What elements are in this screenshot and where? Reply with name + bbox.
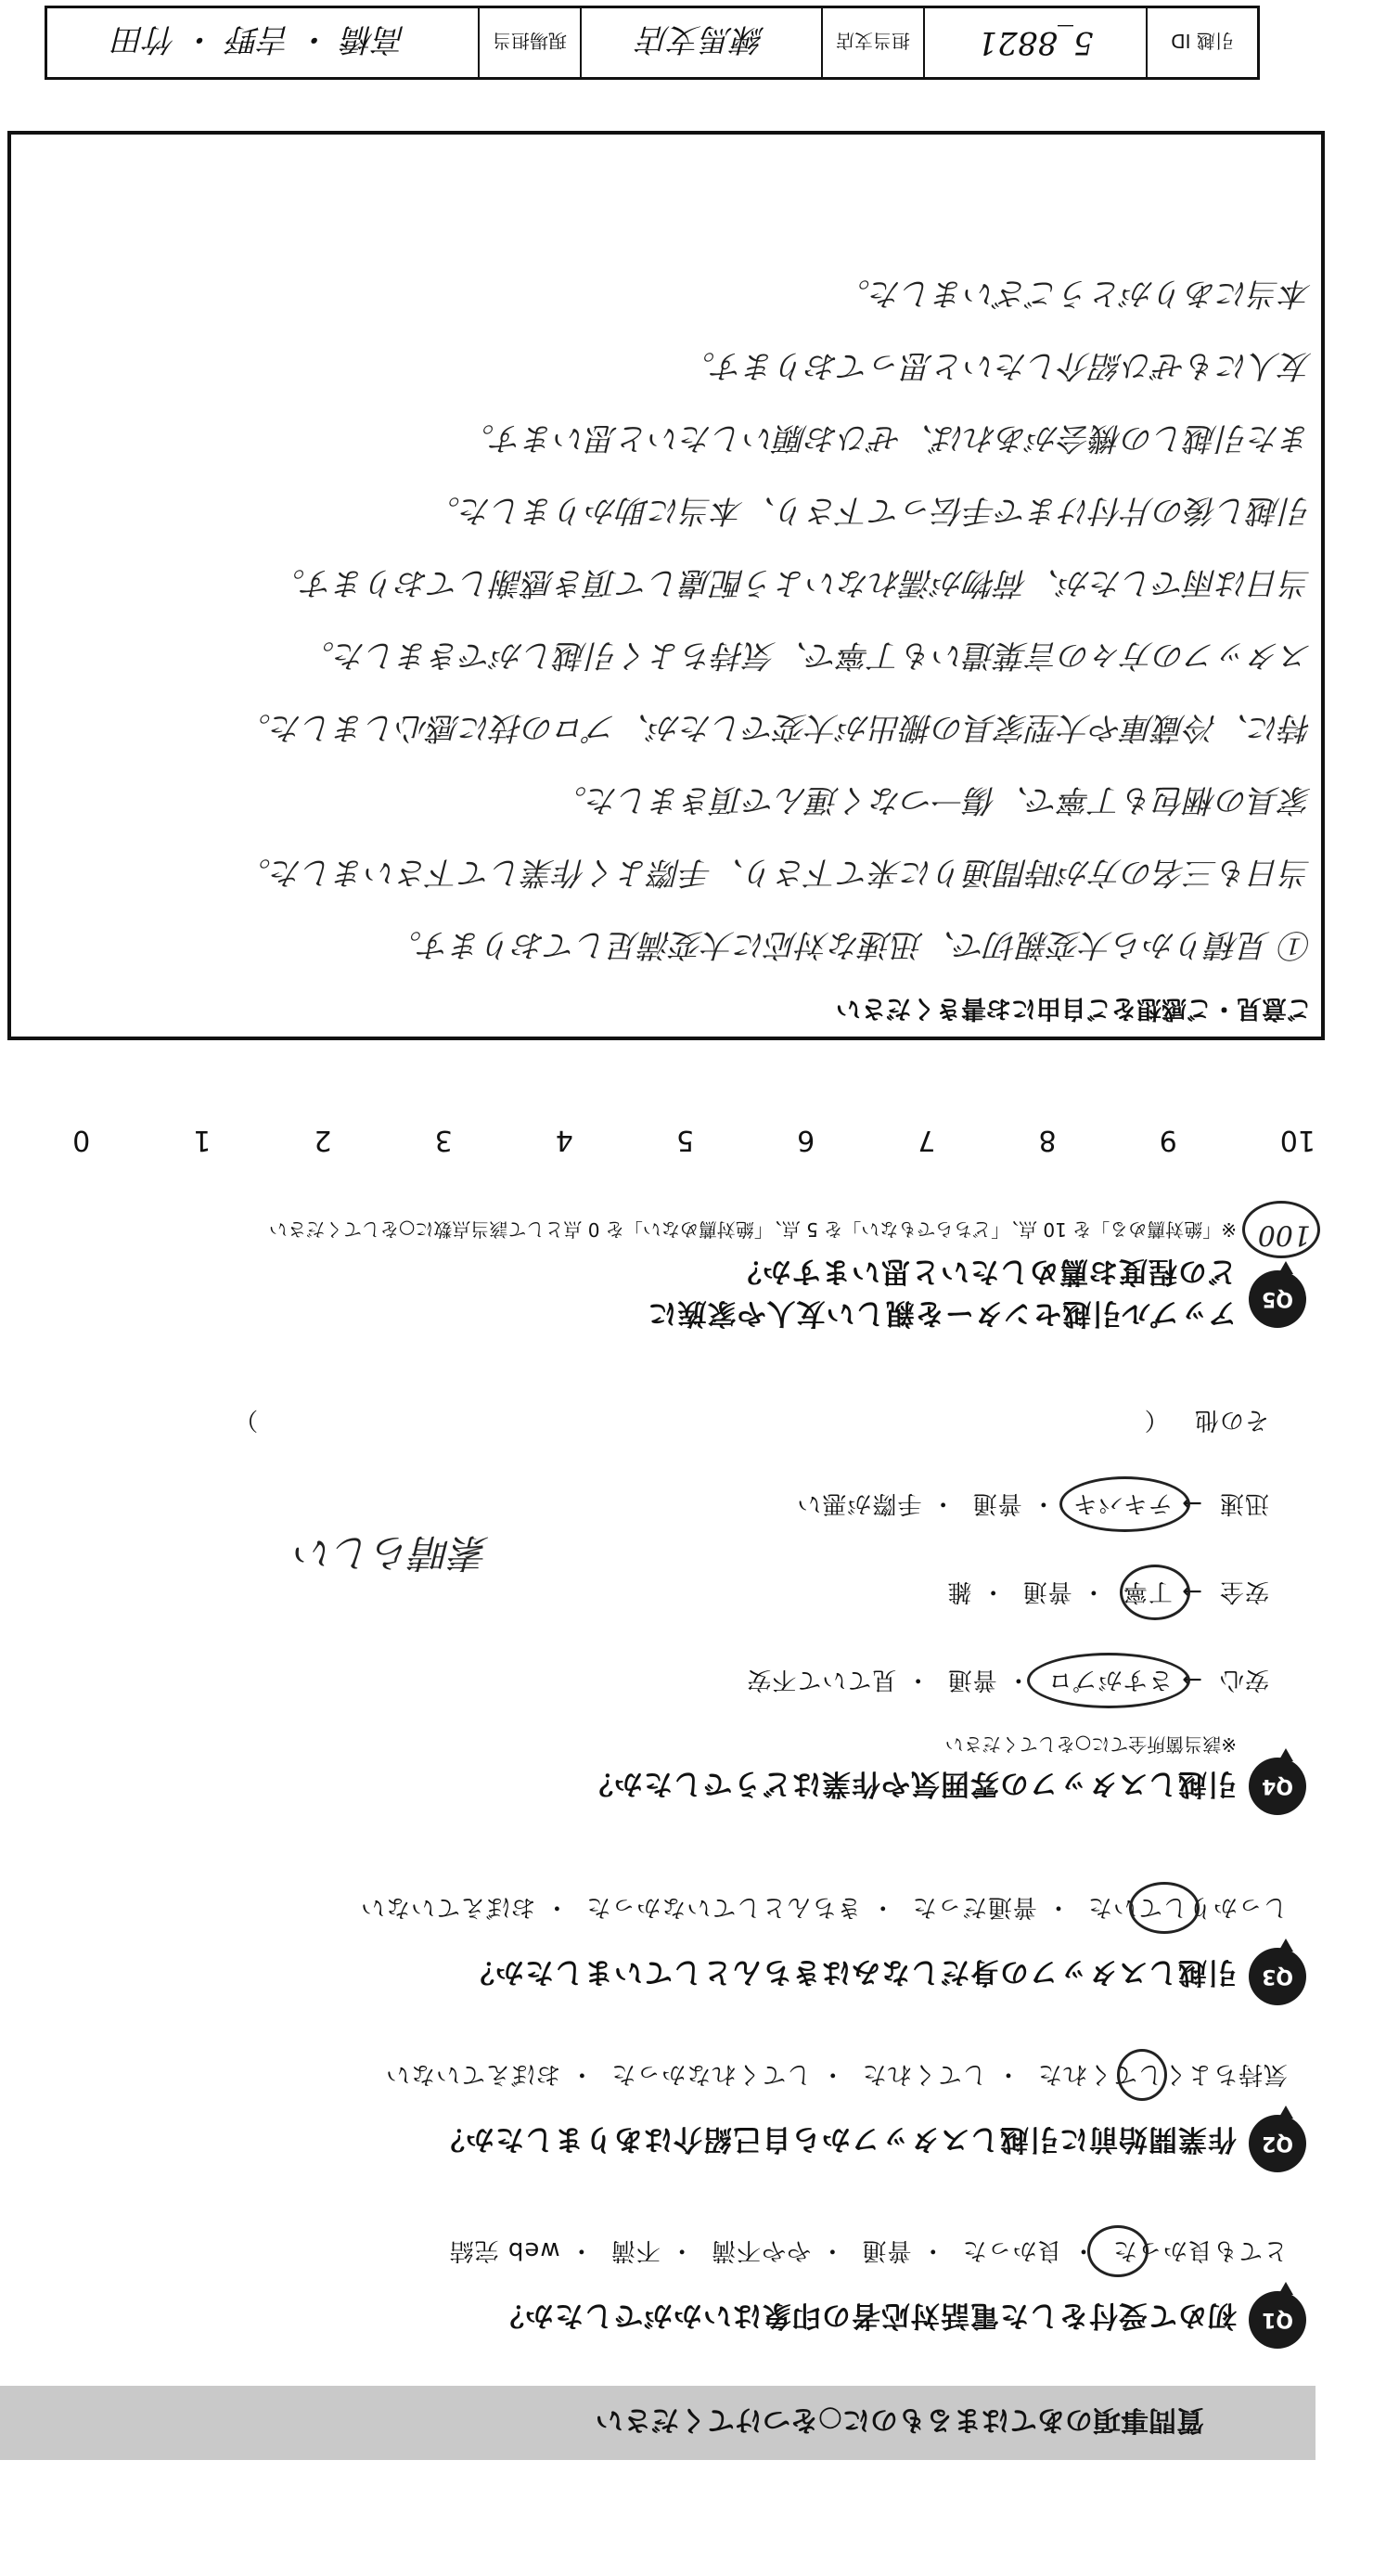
score-scale (72, 1124, 1316, 1156)
q4-note: ※該当箇所全てに○をしてください (944, 1733, 1237, 1756)
q2-number: Q2 (1262, 2132, 1294, 2156)
score-option[interactable]: 2 (314, 1124, 332, 1156)
q3-options: しっかりしていた・ 普通だった・ きちんとしていなかった・ おぼえていない (360, 1893, 1288, 1921)
q4-row-label: 安全 (1218, 1578, 1269, 1605)
staff-value[interactable]: 高橋 ・ 吉野 ・ 竹田 (113, 20, 406, 58)
q2-option[interactable]: おぼえていない (385, 2060, 561, 2088)
branch-label: 担当支店 (821, 8, 923, 77)
comment-handwriting (22, 257, 1312, 981)
score-option[interactable]: 1 (193, 1124, 212, 1156)
id-label: 引越 ID (1146, 8, 1257, 77)
comment-line: 引越し後の片付けまで手伝って下さり、本当に助かりました。 (429, 492, 1312, 529)
q1-options: とても良かった・ 良かった・ 普通・ やや不満・ 不満・ web 完結 (448, 2236, 1288, 2264)
q4-option[interactable]: テキパキ (1072, 1489, 1173, 1517)
q4-row-jinsoku: 迅速→ テキパキ・ 普通・ 手際が悪い (796, 1489, 1269, 1517)
q5-question-line2: どの程度お薦めしたいと思いますか？ (732, 1255, 1237, 1288)
score-option[interactable]: 6 (797, 1124, 815, 1156)
q4-other-paren-close: ） (233, 1406, 259, 1434)
q2-option[interactable]: してくれなかった (610, 2060, 812, 2088)
q1-badge-icon (1249, 2291, 1306, 2349)
comment-line: 特に、冷蔵庫や大型家具の搬出が大変でしたが、プロの技に感心しました。 (239, 709, 1312, 746)
comment-line: 当日は雨でしたが、荷物が濡れないよう配慮して頂き感謝しております。 (273, 564, 1312, 601)
q1-option[interactable]: やや不満 (711, 2236, 812, 2264)
q2-options: 気持ちよくしてくれた・ してくれた・ してくれなかった・ おぼえていない (385, 2060, 1288, 2088)
id-value[interactable]: 5_8821 (923, 8, 1146, 77)
q4-other-row (174, 1405, 1269, 1439)
q3-option[interactable]: 普通だった (911, 1893, 1037, 1921)
q4-option[interactable]: さすがプロ (1046, 1666, 1173, 1694)
q5-handwritten-answer: 100 (1257, 1218, 1311, 1251)
q3-answer-circle (1129, 1882, 1200, 1934)
q5-question-line1: アップル引越センターを親しい友人や家族に (647, 1296, 1237, 1330)
score-option[interactable]: 10 (1279, 1124, 1316, 1156)
q1-option[interactable]: 不満 (610, 2236, 661, 2264)
comment-line: ① 見積りから大変親切で、迅速な対応に大変満足しております。 (390, 926, 1312, 963)
section-banner (0, 2386, 1316, 2460)
q3-option[interactable]: おぼえていない (360, 1893, 536, 1921)
q5-badge-icon (1249, 1270, 1306, 1328)
q2-option[interactable]: してくれた (861, 2060, 987, 2088)
q4-row-label: 迅速 (1218, 1489, 1269, 1517)
q2-answer-circle (1117, 2049, 1167, 2101)
comment-line: また引越しの機会があれば、ぜひお願いしたいと思います。 (462, 419, 1312, 457)
q2-option[interactable]: 気持ちよくしてくれた (1036, 2060, 1288, 2088)
q4-jinsoku-circle (1059, 1476, 1190, 1532)
q3-option[interactable]: きちんとしていなかった (585, 1893, 862, 1921)
q4-number: Q4 (1262, 1774, 1294, 1798)
q4-option[interactable]: 雑 (946, 1578, 972, 1605)
staff-label: 現場担当 (478, 8, 580, 77)
comment-line: 友人にもぜひ紹介したいと思っております。 (683, 347, 1312, 384)
comment-line: スタッフの方々の言葉遣いも丁寧で、気持ちよく引越しができました。 (302, 637, 1312, 674)
q1-option[interactable]: 普通 (861, 2236, 912, 2264)
comment-box[interactable] (7, 131, 1325, 1040)
q4-row-anzen: 安全→ 丁寧・ 普通・ 雑 (946, 1578, 1269, 1605)
q4-anshin-circle (1027, 1653, 1190, 1708)
q4-option[interactable]: 普通 (1021, 1578, 1072, 1605)
q1-number: Q1 (1262, 2308, 1294, 2332)
q4-handwritten-note: 素晴らしい (294, 1530, 490, 1576)
q4-option[interactable]: 普通 (946, 1666, 997, 1694)
q4-option[interactable]: 普通 (971, 1489, 1022, 1517)
q1-option[interactable]: 良かった (961, 2236, 1062, 2264)
score-option[interactable]: 4 (555, 1124, 573, 1156)
q3-option[interactable]: しっかりしていた (1086, 1893, 1288, 1921)
q1-answer-circle (1087, 2225, 1149, 2277)
q4-badge-icon (1249, 1758, 1306, 1815)
q5-number: Q5 (1262, 1287, 1294, 1311)
score-option[interactable]: 8 (1038, 1124, 1057, 1156)
comment-line: 家具の梱包も丁寧で、傷一つなく運んで頂きました。 (555, 781, 1312, 818)
q4-anzen-circle (1120, 1565, 1190, 1620)
q1-option[interactable]: web 完結 (448, 2236, 560, 2264)
score-option[interactable]: 7 (918, 1124, 936, 1156)
score-option[interactable]: 0 (72, 1124, 91, 1156)
q4-other-label: その他 (1193, 1406, 1269, 1434)
score-option[interactable]: 9 (1159, 1124, 1177, 1156)
q3-number: Q3 (1262, 1964, 1294, 1989)
q4-option[interactable]: 丁寧 (1122, 1578, 1173, 1605)
comment-line: 当日も三名の方が時間通りに来て下さり、手際よく作業して下さいました。 (239, 854, 1312, 891)
q1-option[interactable]: とても良かった (1111, 2236, 1288, 2264)
q2-badge-icon (1249, 2115, 1306, 2172)
comment-line: 本当にありがとうございました。 (839, 275, 1312, 312)
q4-option[interactable]: 手際が悪い (796, 1489, 922, 1517)
q5-note: ※「絶対薦める」を 10 点、「どちらでもない」を 5 点、「絶対薦めない」を 0 点として該当点数に○をしてください (268, 1218, 1237, 1241)
q4-row-label: 安心 (1218, 1666, 1269, 1694)
q1-question: 初めて受付をした電話対応者の印象はいかがでしたか？ (494, 2299, 1237, 2332)
q4-row-anshin: 安心→ さすがプロ・ 普通・ 見ていて不安 (746, 1666, 1269, 1694)
header-table (45, 6, 1260, 80)
q4-other-paren-open: （ (1143, 1406, 1169, 1434)
q2-question: 作業開始前に引越しスタッフから自己紹介はありましたか？ (435, 2122, 1237, 2156)
q4-question: 引越しスタッフの雰囲気や作業はどうでしたか？ (584, 1767, 1237, 1800)
score-option[interactable]: 3 (434, 1124, 453, 1156)
branch-value[interactable]: 練馬支店 (580, 8, 821, 77)
q3-badge-icon (1249, 1948, 1306, 2005)
q3-question: 引越しスタッフの身だしなみはきちんとしていましたか？ (465, 1955, 1237, 1989)
comment-title: ご意見・ご感想をご自由にお書きください (836, 994, 1312, 1023)
score-option[interactable]: 5 (675, 1124, 695, 1156)
q4-option[interactable]: 見ていて不安 (746, 1666, 897, 1694)
banner-text: 質問事項のあてはまるものに○をつけてください (595, 2403, 1204, 2436)
